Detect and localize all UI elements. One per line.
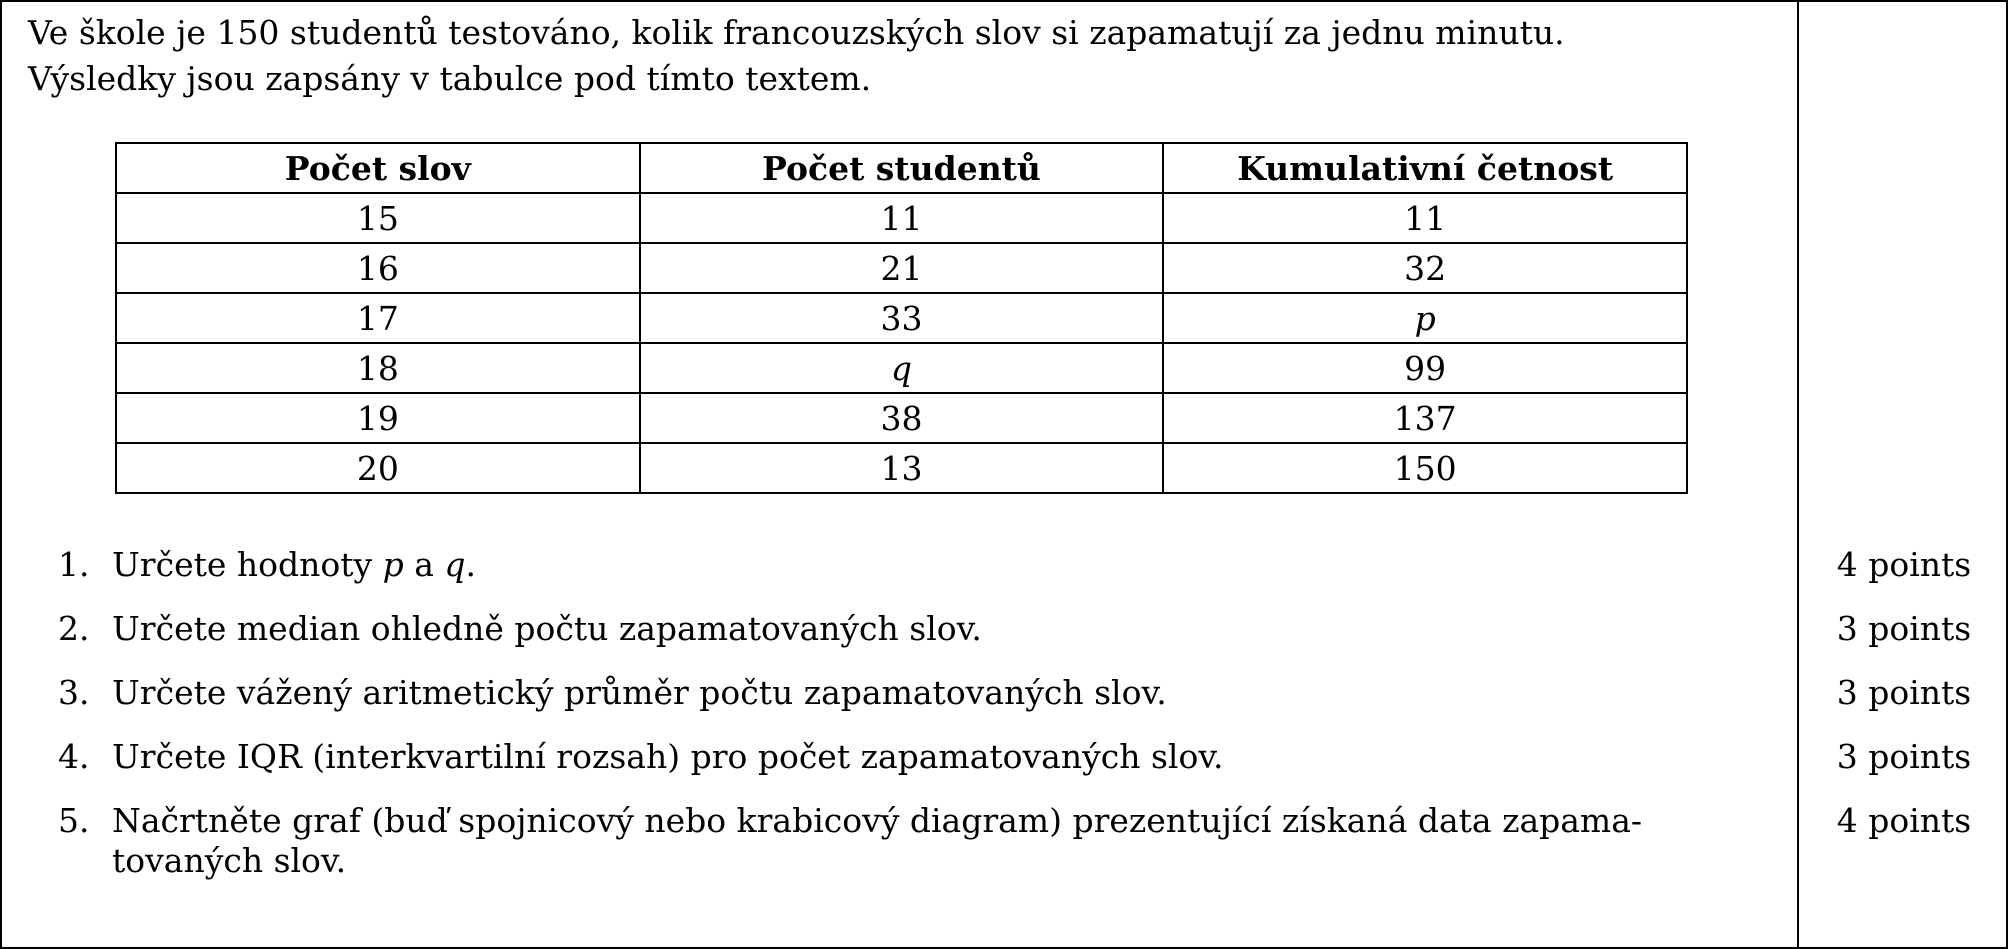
variable-q: q — [444, 545, 466, 584]
question-text-part: . — [465, 545, 477, 584]
table-cell: 19 — [116, 393, 640, 443]
table-row — [116, 343, 1687, 393]
question-text-line-2: tovaných slov. — [112, 841, 347, 880]
table-cell: 21 — [640, 243, 1164, 293]
table-cell: 13 — [640, 443, 1164, 493]
table-row — [116, 443, 1687, 493]
question-text — [112, 545, 1777, 585]
points-question-2: 3 points — [1836, 609, 1972, 648]
table-cell: 33 — [640, 293, 1164, 343]
table-cell: 20 — [116, 443, 640, 493]
table-cell: 150 — [1163, 443, 1687, 493]
table-cell: 137 — [1163, 393, 1687, 443]
table-row — [116, 393, 1687, 443]
question-text: Určete IQR (interkvartilní rozsah) pro počet zapamatovaných slov. — [112, 737, 1224, 776]
question-text: Určete median ohledně počtu zapamatovaných slov. — [112, 609, 982, 648]
table-cell: 11 — [640, 193, 1164, 243]
question-number: 2. — [58, 609, 90, 648]
points-question-4: 3 points — [1836, 737, 1972, 776]
header-cumulative-frequency: Kumulativní četnost — [1163, 143, 1687, 193]
question-text-line-1: Načrtněte graf (buď spojnicový nebo krabicový diagram) prezentující získaná data zapama- — [112, 801, 1643, 840]
question-text-part: a — [403, 545, 445, 584]
question-panel — [2, 2, 1799, 947]
table-row — [116, 293, 1687, 343]
question-text: Určete vážený aritmetický průměr počtu zapamatovaných slov. — [112, 673, 1167, 712]
intro-text — [28, 10, 1778, 102]
table-cell: 38 — [640, 393, 1164, 443]
table-cell: 11 — [1163, 193, 1687, 243]
table-cell-variable-p: p — [1163, 293, 1687, 343]
table-row — [116, 243, 1687, 293]
table-cell: 32 — [1163, 243, 1687, 293]
table-header-row — [116, 143, 1687, 193]
points-question-1: 4 points — [1836, 545, 1972, 584]
frequency-table — [115, 142, 1688, 494]
table-cell: 17 — [116, 293, 640, 343]
header-student-count: Počet studentů — [640, 143, 1164, 193]
question-number: 1. — [58, 545, 90, 584]
table-cell: 18 — [116, 343, 640, 393]
points-question-3: 3 points — [1836, 673, 1972, 712]
question-text-part: Určete hodnoty — [112, 545, 383, 584]
variable-p: p — [382, 545, 404, 584]
question-text — [112, 801, 1777, 881]
header-word-count: Počet slov — [116, 143, 640, 193]
intro-line-1: Ve škole je 150 studentů testováno, kolik francouzských slov si zapamatují za jednu minutu. — [28, 13, 1565, 52]
intro-line-2: Výsledky jsou zapsány v tabulce pod tímto textem. — [28, 59, 872, 98]
question-number: 3. — [58, 673, 90, 712]
points-column — [1799, 2, 2006, 947]
table-row — [116, 193, 1687, 243]
table-cell: 15 — [116, 193, 640, 243]
points-question-5: 4 points — [1836, 801, 1972, 840]
table-cell-variable-q: q — [640, 343, 1164, 393]
question-number: 4. — [58, 737, 90, 776]
table-cell: 16 — [116, 243, 640, 293]
question-number: 5. — [58, 801, 90, 840]
table-cell: 99 — [1163, 343, 1687, 393]
